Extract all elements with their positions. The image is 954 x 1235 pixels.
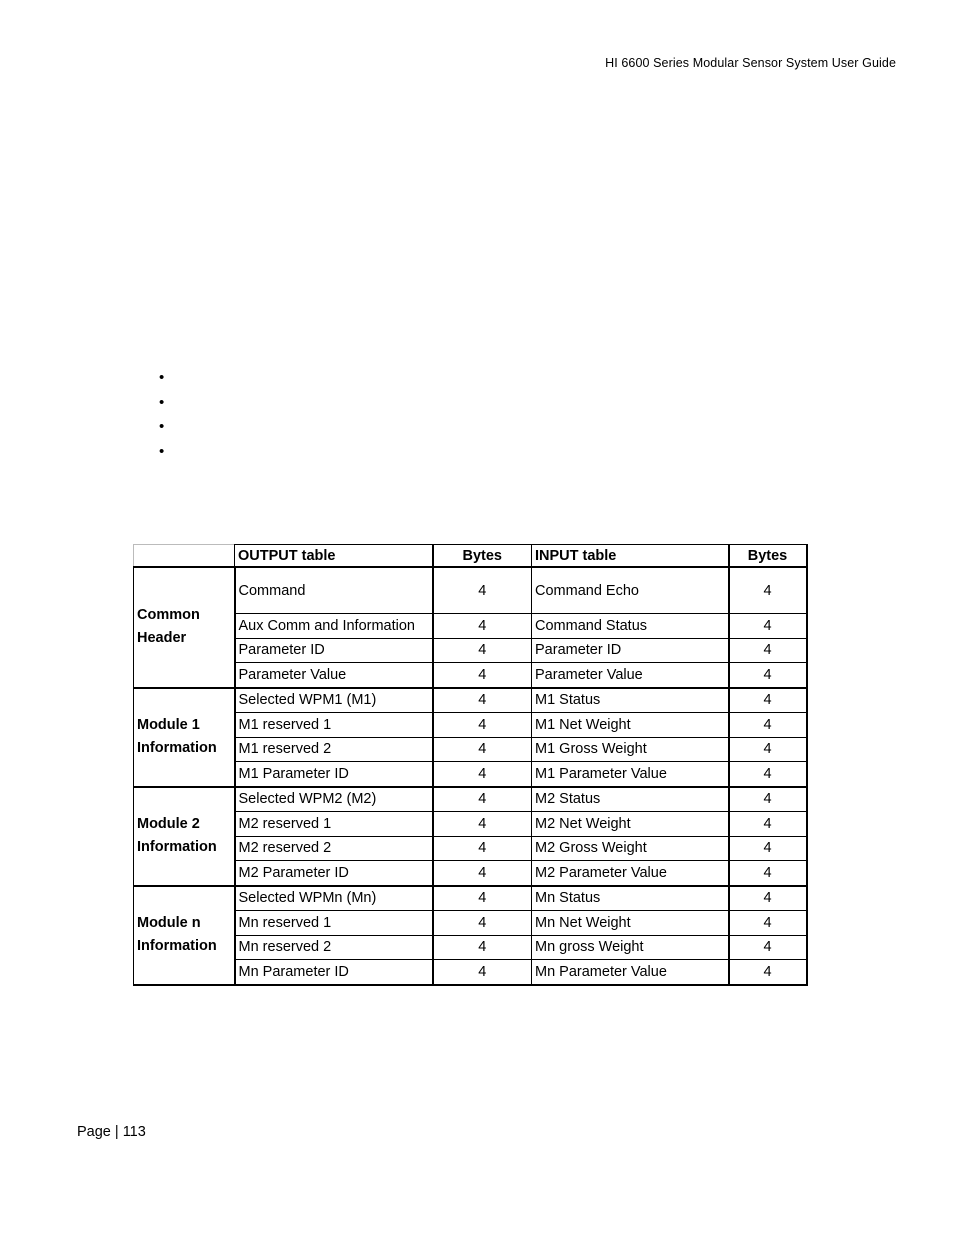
bytes-out-cell: 4 [433, 787, 532, 812]
bytes-out-cell: 4 [433, 567, 532, 614]
bytes-in-cell: 4 [729, 960, 807, 985]
table-row [134, 935, 807, 960]
bullet-list [159, 368, 164, 466]
bytes-in-cell: 4 [729, 688, 807, 713]
bytes-out-cell: 4 [433, 614, 532, 639]
bytes-out-cell: 4 [433, 737, 532, 762]
bytes-in-cell: 4 [729, 638, 807, 663]
document-header-title: HI 6600 Series Modular Sensor System User Guide [605, 56, 896, 70]
table-row [134, 663, 807, 688]
group-label: Module 2 Information [134, 787, 235, 886]
input-cell: M2 Status [532, 787, 729, 812]
table-row [134, 861, 807, 886]
input-cell: M2 Gross Weight [532, 836, 729, 861]
table-row [134, 638, 807, 663]
output-cell: Selected WPM2 (M2) [235, 787, 433, 812]
table-row [134, 911, 807, 936]
bytes-out-cell: 4 [433, 861, 532, 886]
output-cell: M2 reserved 2 [235, 836, 433, 861]
output-cell: M2 reserved 1 [235, 812, 433, 837]
output-cell: M1 Parameter ID [235, 762, 433, 787]
table-row [134, 713, 807, 738]
bytes-in-cell: 4 [729, 836, 807, 861]
bytes-out-cell: 4 [433, 911, 532, 936]
input-cell: M1 Gross Weight [532, 737, 729, 762]
bytes-in-cell: 4 [729, 935, 807, 960]
output-cell: Mn reserved 1 [235, 911, 433, 936]
input-cell: Command Echo [532, 567, 729, 614]
output-cell: Aux Comm and Information [235, 614, 433, 639]
table-row [134, 812, 807, 837]
bytes-in-cell: 4 [729, 911, 807, 936]
header-bytes-in: Bytes [729, 545, 807, 568]
table-row [134, 960, 807, 985]
output-cell: Mn Parameter ID [235, 960, 433, 985]
bytes-out-cell: 4 [433, 762, 532, 787]
table-row [134, 688, 807, 713]
bytes-out-cell: 4 [433, 688, 532, 713]
bytes-out-cell: 4 [433, 812, 532, 837]
bytes-out-cell: 4 [433, 713, 532, 738]
table-row [134, 762, 807, 787]
table-row [134, 886, 807, 911]
bytes-out-cell: 4 [433, 836, 532, 861]
header-bytes-out: Bytes [433, 545, 532, 568]
bytes-in-cell: 4 [729, 737, 807, 762]
bytes-in-cell: 4 [729, 886, 807, 911]
group-label: Module 1 Information [134, 688, 235, 787]
output-cell: Parameter ID [235, 638, 433, 663]
input-cell: Mn Status [532, 886, 729, 911]
input-cell: Mn gross Weight [532, 935, 729, 960]
table-body [134, 567, 807, 985]
output-cell: Command [235, 567, 433, 614]
bytes-in-cell: 4 [729, 861, 807, 886]
table-row [134, 836, 807, 861]
group-label: Module n Information [134, 886, 235, 985]
output-cell: M1 reserved 2 [235, 737, 433, 762]
input-cell: M1 Parameter Value [532, 762, 729, 787]
output-cell: M1 reserved 1 [235, 713, 433, 738]
bytes-in-cell: 4 [729, 713, 807, 738]
input-cell: Parameter Value [532, 663, 729, 688]
group-label: Common Header [134, 567, 235, 688]
input-cell: M2 Parameter Value [532, 861, 729, 886]
input-cell: M1 Net Weight [532, 713, 729, 738]
bytes-out-cell: 4 [433, 886, 532, 911]
header-group-cell [134, 545, 235, 568]
bytes-in-cell: 4 [729, 567, 807, 614]
bytes-in-cell: 4 [729, 614, 807, 639]
bytes-in-cell: 4 [729, 812, 807, 837]
bytes-in-cell: 4 [729, 762, 807, 787]
bullet-item [159, 368, 164, 393]
bullet-item [159, 393, 164, 418]
input-cell: M2 Net Weight [532, 812, 729, 837]
input-cell: Mn Parameter Value [532, 960, 729, 985]
page-number: Page | 113 [77, 1124, 146, 1140]
bullet-item [159, 417, 164, 442]
output-cell: Parameter Value [235, 663, 433, 688]
header-input-table: INPUT table [532, 545, 729, 568]
output-cell: Selected WPMn (Mn) [235, 886, 433, 911]
table-row [134, 567, 807, 614]
input-cell: M1 Status [532, 688, 729, 713]
input-cell: Command Status [532, 614, 729, 639]
bytes-out-cell: 4 [433, 663, 532, 688]
io-table [133, 544, 808, 986]
output-cell: Selected WPM1 (M1) [235, 688, 433, 713]
input-cell: Mn Net Weight [532, 911, 729, 936]
output-cell: M2 Parameter ID [235, 861, 433, 886]
bullet-item [159, 442, 164, 467]
input-cell: Parameter ID [532, 638, 729, 663]
table-row [134, 737, 807, 762]
bytes-in-cell: 4 [729, 787, 807, 812]
table-row [134, 614, 807, 639]
table-row [134, 787, 807, 812]
output-cell: Mn reserved 2 [235, 935, 433, 960]
bytes-out-cell: 4 [433, 638, 532, 663]
bytes-in-cell: 4 [729, 663, 807, 688]
table-header-row [134, 545, 807, 568]
header-output-table: OUTPUT table [235, 545, 433, 568]
bytes-out-cell: 4 [433, 935, 532, 960]
bytes-out-cell: 4 [433, 960, 532, 985]
